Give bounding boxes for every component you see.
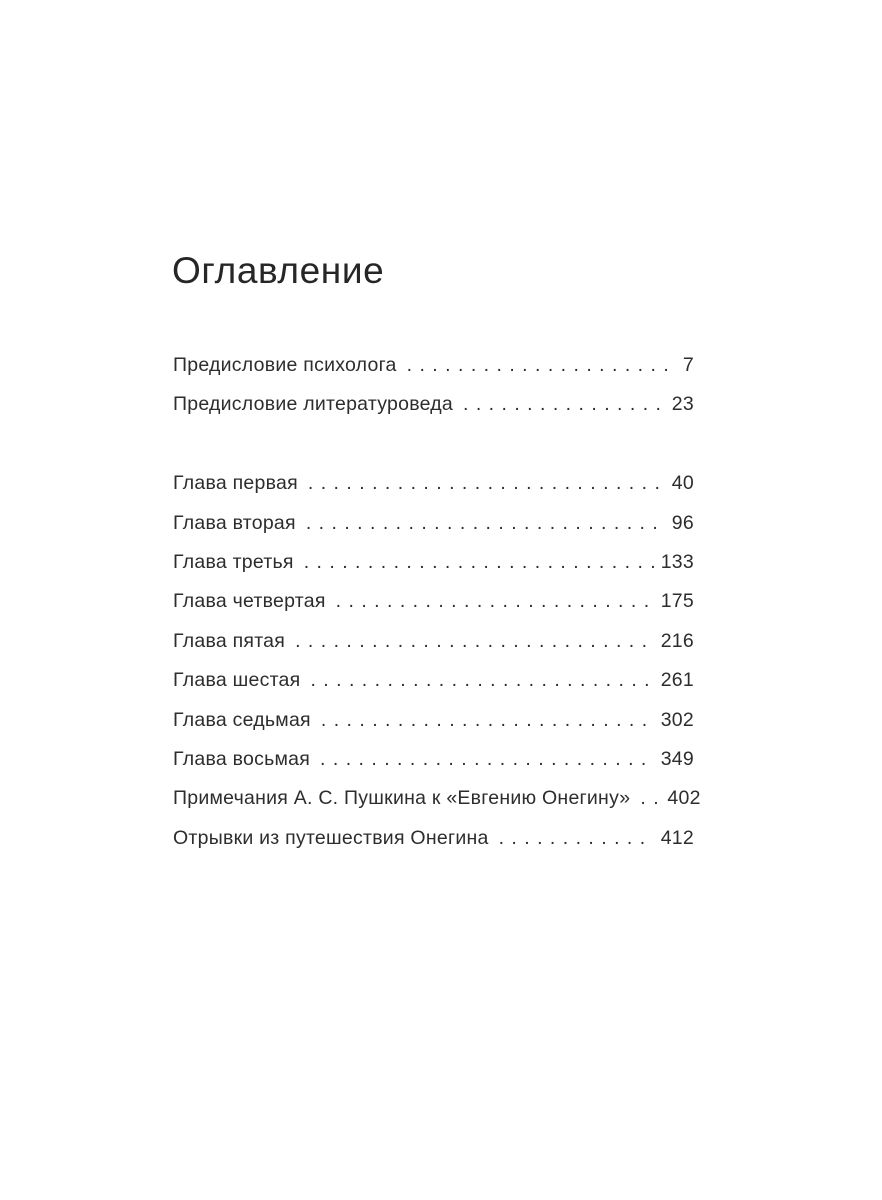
toc-entry-label: Глава шестая: [173, 669, 301, 692]
toc-entry-label: Глава восьмая: [173, 748, 311, 771]
toc-entry-label: Предисловие литературоведа: [173, 393, 453, 416]
dot-leader: [321, 701, 654, 740]
toc-entry-page-number: 302: [660, 708, 694, 731]
toc-entry: [173, 779, 701, 818]
toc-entry-page-number: 7: [682, 354, 694, 376]
toc-entry-label: Глава четвертая: [173, 590, 326, 613]
toc-entry-page-number: 349: [660, 748, 694, 771]
toc-entry-page-number: 133: [660, 551, 694, 574]
dot-leader: [407, 346, 676, 385]
toc-entry: [173, 740, 694, 779]
dot-leader: [463, 385, 665, 424]
toc-entry: [173, 661, 694, 700]
page-title: Оглавление: [172, 250, 385, 291]
toc-entry: [173, 701, 694, 740]
toc-entry: [173, 504, 694, 543]
toc-entry-label: Примечания А. С. Пушкина к «Евгению Онегину»: [173, 787, 631, 810]
toc-entry: [173, 819, 694, 858]
toc-entry: [173, 543, 694, 582]
dot-leader: [308, 464, 665, 503]
toc-entry: [173, 622, 694, 661]
toc-entry-label: Глава третья: [173, 551, 294, 574]
toc-entry: [173, 346, 694, 385]
toc-entry: [173, 582, 694, 621]
dot-leader: [499, 819, 654, 858]
toc-entry-page-number: 40: [671, 472, 694, 495]
toc-entry-label: Отрывки из путешествия Онегина: [173, 826, 489, 849]
table-of-contents: [173, 346, 701, 858]
toc-entry-label: Глава вторая: [173, 511, 296, 534]
dot-leader: [306, 504, 665, 543]
dot-leader: [640, 779, 660, 818]
toc-entry-label: Предисловие психолога: [173, 354, 397, 376]
toc-entry-page-number: 23: [671, 393, 694, 416]
toc-entry-label: Глава пятая: [173, 629, 286, 652]
dot-leader: [320, 740, 654, 779]
dot-leader: [295, 622, 654, 661]
toc-entry-page-number: 96: [671, 511, 694, 534]
toc-entry-page-number: 216: [660, 629, 694, 652]
dot-leader: [336, 582, 654, 621]
dot-leader: [304, 543, 654, 582]
toc-entry: [173, 385, 694, 424]
toc-entry-page-number: 261: [660, 669, 694, 692]
toc-entry-page-number: 175: [660, 590, 694, 613]
toc-entry-page-number: 402: [667, 787, 701, 810]
toc-entry-label: Глава первая: [173, 472, 298, 495]
dot-leader: [310, 661, 653, 700]
toc-chapters-group: [173, 464, 701, 858]
toc-front-matter-group: [173, 346, 694, 425]
toc-entry-page-number: 412: [660, 826, 694, 849]
toc-entry-label: Глава седьмая: [173, 708, 311, 731]
toc-entry: [173, 464, 694, 503]
